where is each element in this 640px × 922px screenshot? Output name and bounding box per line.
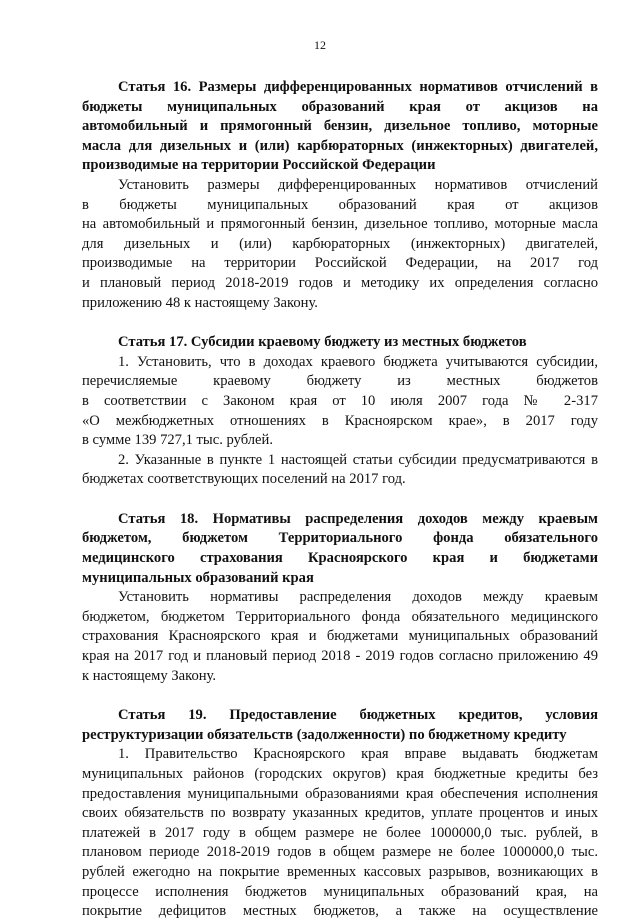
- article-section: [82, 706, 598, 922]
- paragraph-line: бюджетом, бюджетом Территориального фонда обязательного медицинского: [82, 608, 598, 625]
- paragraph-line: Установить размеры дифференцированных нормативов отчислений: [118, 176, 598, 193]
- paragraph-line: бюджетах соответствующих поселений на 2017 год.: [82, 471, 406, 488]
- paragraph-line: платежей в 2017 году в общем размере не более 1000000,0 тыс. рублей, в: [82, 824, 598, 841]
- paragraph-line: страхования Красноярского края и бюджетами муниципальных образований: [82, 628, 598, 645]
- article-heading-line: Статья 17. Субсидии краевому бюджету из местных бюджетов: [118, 334, 527, 351]
- article-section: [82, 333, 598, 490]
- section-gap: [82, 313, 598, 333]
- article-heading-line: медицинского страхования Красноярского края и бюджетами: [82, 550, 598, 567]
- article-heading-line: масла для дизельных и (или) карбюраторных (инжекторных) двигателей,: [82, 137, 598, 154]
- paragraph-line: для дизельных и (или) карбюраторных (инжекторных) двигателей,: [82, 235, 598, 252]
- article-heading-line: реструктуризации обязательств (задолженности) по бюджетному кредиту: [82, 726, 567, 743]
- paragraph-line: покрытие дефицитов местных бюджетов, а также на осуществление: [82, 903, 598, 920]
- paragraph-line: производимые на территории Российской Федерации, на 2017 год: [82, 255, 598, 272]
- article-heading-line: Статья 19. Предоставление бюджетных кредитов, условия: [118, 707, 598, 724]
- article-heading-line: Статья 16. Размеры дифференцированных нормативов отчислений в: [118, 79, 598, 95]
- paragraph-line: края на 2017 год и плановый период 2018 - 2019 годов согласно приложению 49: [82, 648, 598, 665]
- paragraph-line: на автомобильный и прямогонный бензин, дизельное топливо, моторные масла: [82, 216, 598, 233]
- paragraph-line: 2. Указанные в пункте 1 настоящей статьи субсидии предусматриваются в: [118, 451, 598, 468]
- paragraph-line: муниципальных районов (городских округов) края бюджетные кредиты без: [82, 766, 598, 782]
- paragraph-line: процессе исполнения бюджетов муниципальных образований края, на: [82, 883, 598, 900]
- paragraph-line: перечисляемые краевому бюджету из местных бюджетов: [82, 373, 598, 390]
- paragraph-line: плановом периоде 2018-2019 годов в общем размере не более 1000000,0 тыс.: [82, 844, 598, 861]
- paragraph-line: предоставления муниципальными образованиями края обеспечения исполнения: [82, 785, 598, 802]
- document-body: [82, 78, 598, 922]
- section-gap: [82, 686, 598, 706]
- paragraph-line: в бюджеты муниципальных образований края от акцизов: [82, 196, 598, 213]
- article-heading-line: автомобильный и прямогонный бензин, дизельное топливо, моторные: [82, 118, 598, 135]
- article-section: [82, 510, 598, 686]
- article-heading-line: производимые на территории Российской Федерации: [82, 157, 436, 174]
- section-gap: [82, 490, 598, 510]
- article-heading-line: Статья 18. Нормативы распределения доходов между краевым: [118, 510, 598, 527]
- paragraph-line: рублей ежегодно на покрытие временных кассовых разрывов, возникающих в: [82, 863, 598, 880]
- article-section: [82, 78, 598, 313]
- page-number: 12: [314, 38, 326, 52]
- article-heading-line: муниципальных образований края: [82, 569, 314, 586]
- paragraph-line: 1. Правительство Красноярского края вправе выдавать бюджетам: [118, 746, 598, 763]
- article-heading-line: бюджетом, бюджетом Территориального фонда обязательного: [82, 530, 598, 547]
- paragraph-line: 1. Установить, что в доходах краевого бюджета учитываются субсидии,: [118, 353, 598, 370]
- paragraph-line: своих обязательств по возврату указанных кредитов, уплате процентов и иных: [82, 805, 598, 822]
- paragraph-line: Установить нормативы распределения доходов между краевым: [118, 589, 598, 606]
- paragraph-line: к настоящему Закону.: [82, 667, 217, 684]
- paragraph-line: в сумме 139 727,1 тыс. рублей.: [82, 432, 273, 449]
- paragraph-line: и плановый период 2018-2019 годов и методику их определения согласно: [82, 274, 598, 291]
- paragraph-line: в соответствии с Законом края от 10 июля 2007 года № 2-317: [82, 392, 598, 409]
- paragraph-line: «О межбюджетных отношениях в Красноярском крае», в 2017 году: [82, 412, 598, 429]
- paragraph-line: приложению 48 к настоящему Закону.: [82, 294, 318, 311]
- article-heading-line: бюджеты муниципальных образований края от акцизов на: [82, 98, 598, 115]
